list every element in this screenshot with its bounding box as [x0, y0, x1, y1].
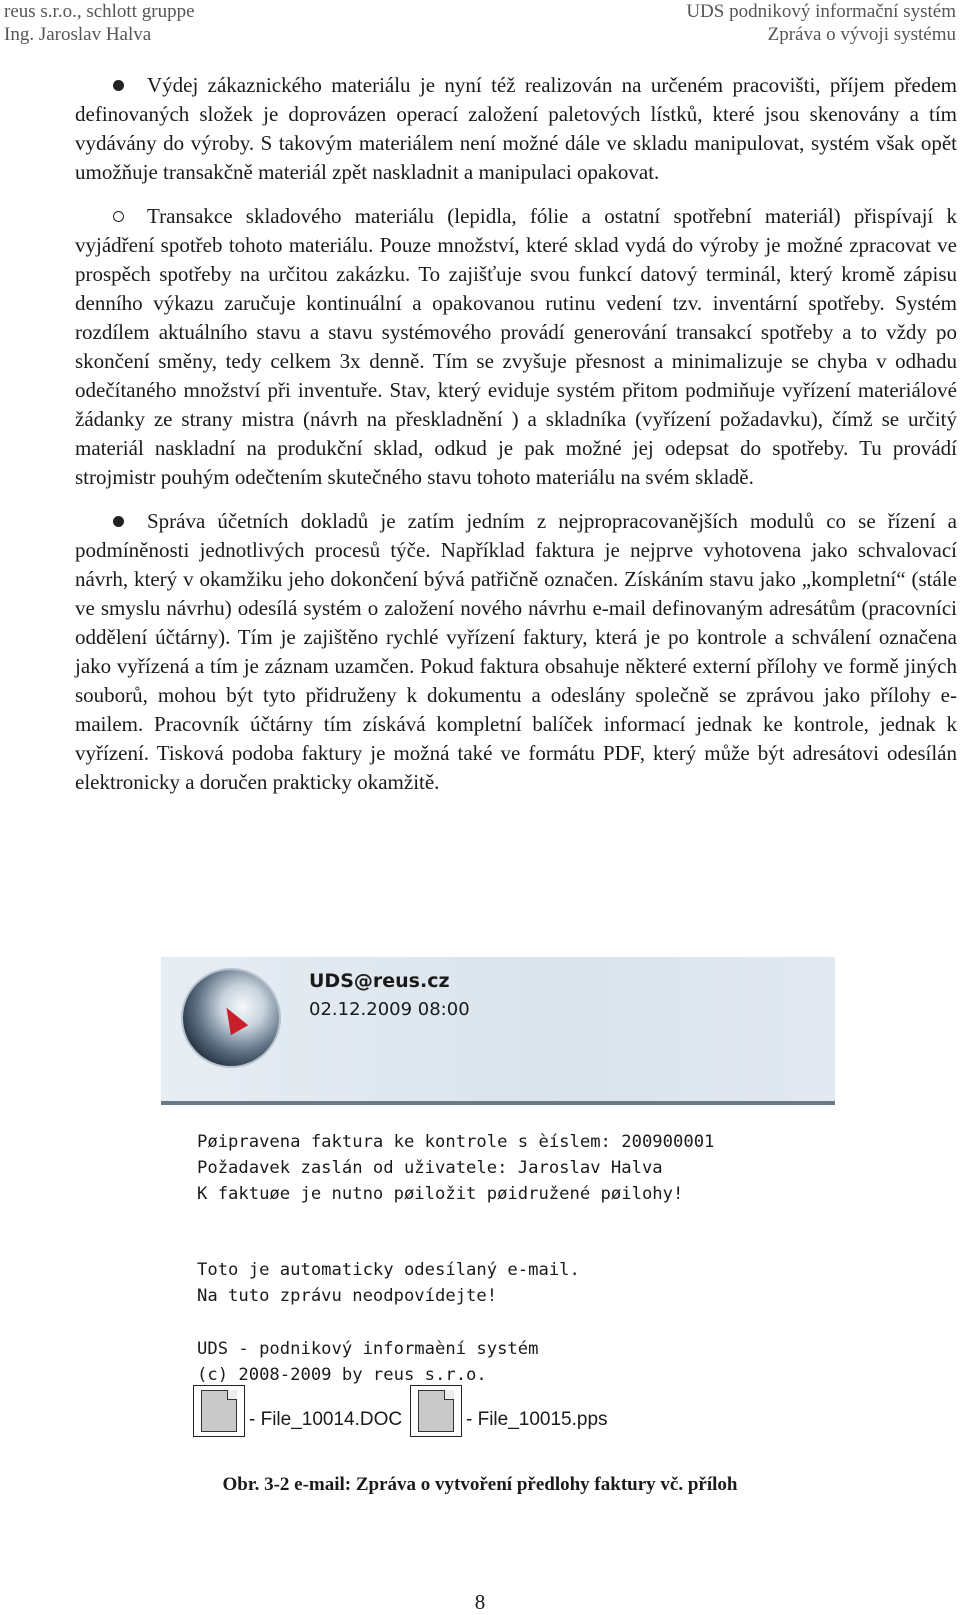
page-header — [0, 0, 960, 48]
bullet-icon — [113, 516, 124, 527]
email-footer — [197, 1336, 538, 1388]
globe-marker-icon — [218, 1003, 248, 1036]
email-notice — [197, 1257, 580, 1309]
header-system: UDS podnikový informační systém — [686, 1, 956, 22]
header-report: Zpráva o vývoji systému — [767, 24, 956, 45]
file-icon — [410, 1385, 462, 1437]
figure-caption: Obr. 3-2 e-mail: Zpráva o vytvoření předlohy faktury vč. příloh — [222, 1474, 738, 1495]
email-sender: UDS@reus.cz — [309, 970, 450, 992]
email-notice-line: Na tuto zprávu neodpovídejte! — [197, 1286, 498, 1306]
body-text — [75, 71, 957, 812]
file-fold-icon — [444, 1390, 454, 1400]
paragraph-stock-transactions — [75, 202, 957, 492]
file-fold-icon — [227, 1390, 237, 1400]
email-body — [197, 1129, 714, 1207]
bullet-icon — [113, 80, 124, 91]
email-notice-line: Toto je automaticky odesílaný e-mail. — [197, 1260, 580, 1280]
email-body-line: Požadavek zaslán od uživatele: Jaroslav Halva — [197, 1158, 663, 1178]
paragraph-material-issue — [75, 71, 957, 187]
paragraph-text: Výdej zákaznického materiálu je nyní též realizován na určeném pracovišti, příjem předem definovaných složek je doprovázen operací založení paletových lístků, které jsou skenovány a tím vydávány do výroby. S takovým materiálem není možné dále ve skladu manipulovat, systém však opět umožňuje transakčně materiál zpět naskladnit a manipulaci opakovat. — [75, 73, 957, 184]
file-icon — [193, 1385, 245, 1437]
email-body-line: K faktuøe je nutno pøiložit pøidružené pøilohy! — [197, 1184, 684, 1204]
attachment-label: - File_10015.pps — [466, 1409, 608, 1430]
email-banner — [161, 957, 835, 1105]
paragraph-accounting-docs — [75, 507, 957, 797]
email-date: 02.12.2009 08:00 — [309, 999, 470, 1020]
header-right — [686, 0, 956, 46]
email-footer-line: UDS - podnikový informaèní systém — [197, 1339, 539, 1359]
email-footer-line: (c) 2008-2009 by reus s.r.o. — [197, 1365, 487, 1385]
paragraph-text: Transakce skladového materiálu (lepidla, fólie a ostatní spotřební materiál) přispívají k vyjádření spotřeb tohoto materiálu. Pouze množství, které sklad vydá do výroby je možné zpracovat ve prospěch spotřeby na určitou zakázku. To zajišťuje svou funkcí datový terminál, který kromě zápisu denního výkazu zaručuje kontinuální a opakovanou rutinu vedení tzv. inventární spotřeby. Systém rozdílem aktuálního stavu a stavu systémového provádí generování transakcí spotřeby a to vždy po skončení směny, tedy celkem 3x denně. Tím se zvyšuje přesnost a minimalizuje se chyba v odhadu odečítaného množství při inventuře. Stav, který eviduje systém přitom podmiňuje vyřízení materiálové žádanky ze strany mistra (návrh na přeskladnění ) a skladníka (vyřízení požadavku), čímž se určitý materiál naskladní na produkční sklad, odkud je pak možné jej odepsat do spotřeby. Tu provádí strojmistr pouhým odečtením skutečného stavu tohoto materiálu na svém skladě. — [75, 204, 957, 489]
header-left — [4, 0, 195, 46]
paragraph-text: Správa účetních dokladů je zatím jedním z nejpropracovanějších modulů co se řízení a podmíněnosti jednotlivých procesů týče. Například faktura je nejprve vyhotovena jako schvalovací návrh, který v okamžiku jeho dokončení bývá patřičně označen. Získáním stavu jako „kompletní“ (stále ve smyslu návrhu) odesílá systém o založení nového návrhu e-mail definovaným adresátům (pracovníci oddělení účtárny). Tím je zajištěno rychlé vyřízení faktury, která je po kontrole a schválení označena jako vyřízená a tím je záznam uzamčen. Pokud faktura obsahuje některé externí přílohy ve formě jiných souborů, mohou být tyto přidruženy k dokumentu a odeslány společně se zprávou jako přílohy e-mailem. Pracovník účtárny tím získává kompletní balíček informací jednak ke kontrole, jednak k vyřízení. Tisková podoba faktury je možná také ve formátu PDF, který může být adresátovi odesílán elektronicky a doručen prakticky okamžitě. — [75, 509, 957, 794]
attachment-label: - File_10014.DOC — [249, 1409, 403, 1430]
header-author: Ing. Jaroslav Halva — [4, 24, 152, 45]
email-body-line: Pøipravena faktura ke kontrole s èíslem: 200900001 — [197, 1132, 715, 1152]
bullet-icon — [113, 211, 124, 222]
header-company: reus s.r.o., schlott gruppe — [4, 1, 195, 22]
page-number: 8 — [474, 1590, 486, 1614]
globe-logo-icon — [183, 970, 279, 1066]
